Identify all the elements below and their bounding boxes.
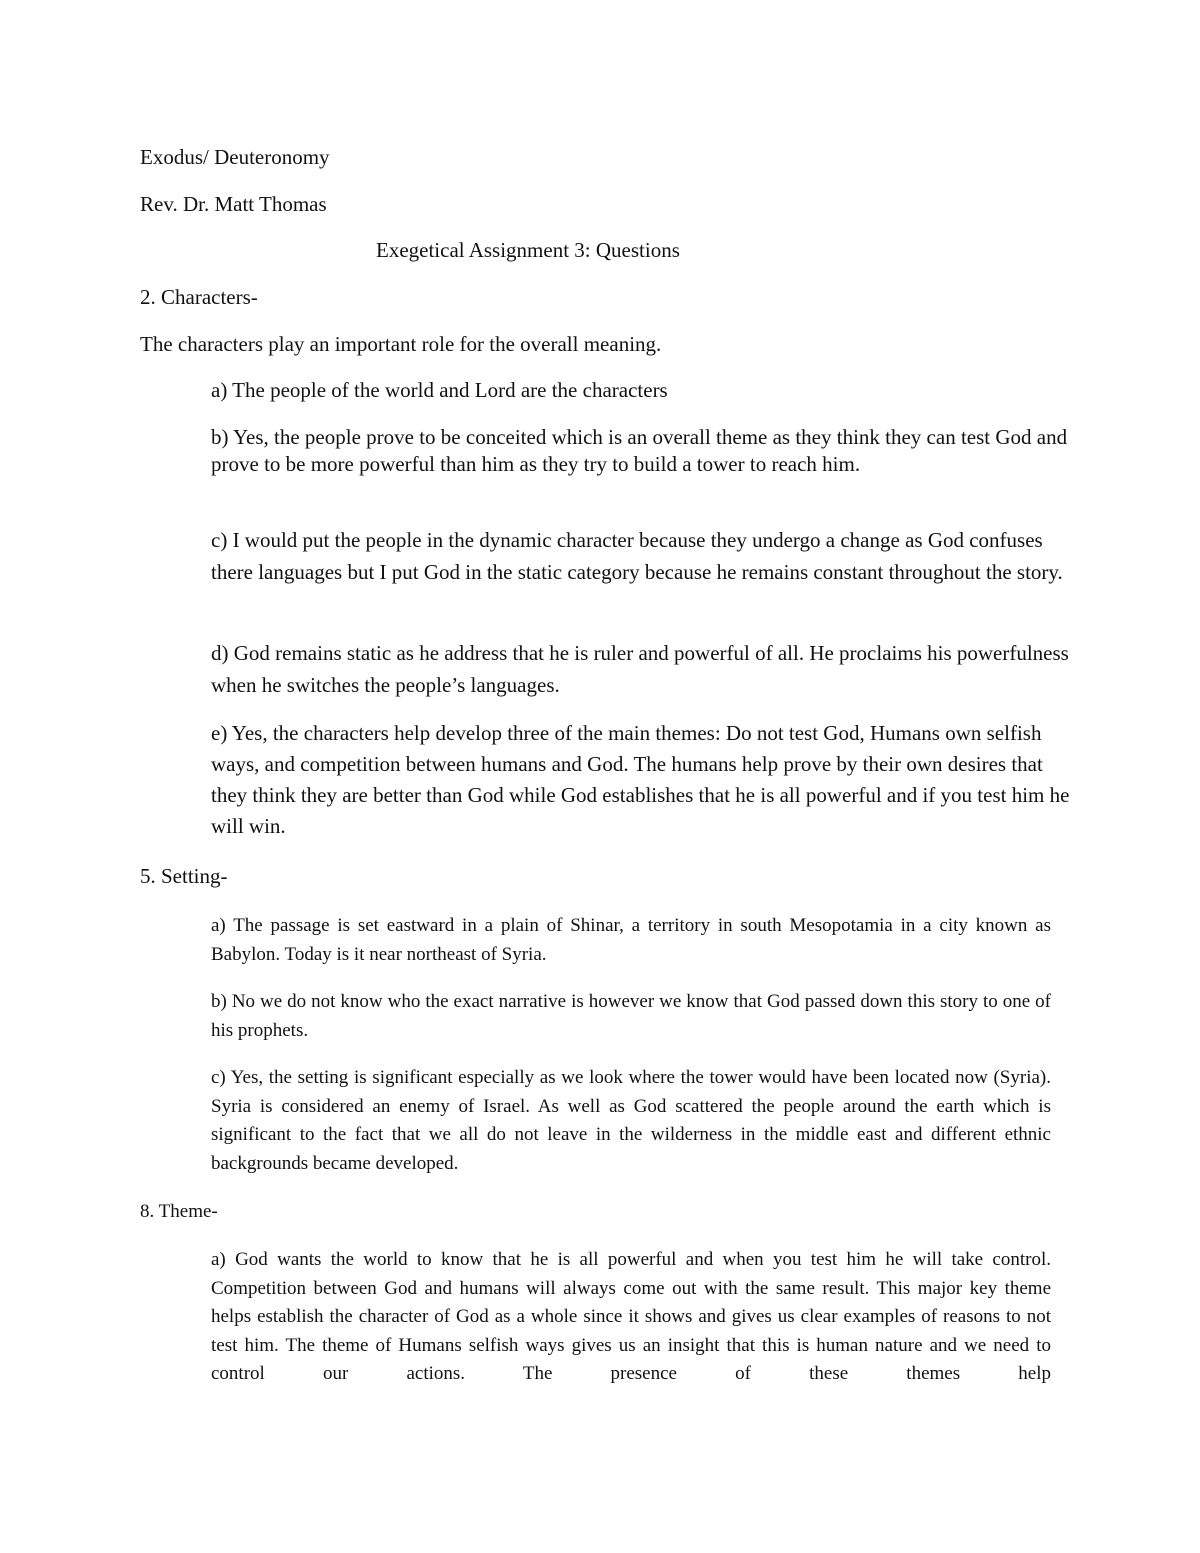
characters-intro: The characters play an important role for the overall meaning.: [140, 332, 662, 356]
section-heading-characters: 2. Characters-: [140, 285, 258, 309]
course-name: Exodus/ Deuteronomy: [140, 145, 330, 169]
assignment-title: Exegetical Assignment 3: Questions: [376, 238, 680, 262]
characters-answer-a: a) The people of the world and Lord are the characters: [211, 378, 668, 402]
setting-answer-c: c) Yes, the setting is significant especially as we look where the tower would have been located now (Syria). Syria is considered an enemy of Israel. As well as God scattered the people around the earth which is significant to the fact that we all do not leave in the wilderness in the middle east and different ethnic backgrounds became developed.: [211, 1067, 1051, 1174]
instructor-name: Rev. Dr. Matt Thomas: [140, 192, 327, 216]
section-heading-theme: 8. Theme-: [140, 1201, 218, 1222]
theme-answer-a: a) God wants the world to know that he is all powerful and when you test him he will take control. Competition between God and humans will always come out with the same result. This major key theme helps establish the character of God as a whole since it shows and gives us clear examples of reasons to not test him. The theme of Humans selfish ways gives us an insight that this is human nature and we need to control our actions. The presence of these themes help: [211, 1249, 1051, 1384]
setting-answer-a: a) The passage is set eastward in a plain of Shinar, a territory in south Mesopotamia in a city known as Babylon. Today is it near northeast of Syria.: [211, 915, 1051, 965]
characters-answer-c: c) I would put the people in the dynamic character because they undergo a change as God confuses there languages but I put God in the static category because he remains constant throughout the story.: [211, 528, 1063, 584]
setting-answer-b: b) No we do not know who the exact narrative is however we know that God passed down this story to one of his prophets.: [211, 991, 1051, 1041]
characters-answer-d: d) God remains static as he address that he is ruler and powerful of all. He proclaims his powerfulness when he switches the people’s languages.: [211, 641, 1069, 697]
characters-answer-e: e) Yes, the characters help develop three of the main themes: Do not test God, Humans own selfish ways, and competition between humans and God. The humans help prove by their own desires that they think they are better than God while God establishes that he is all powerful and if you test him he will win.: [211, 721, 1070, 838]
section-heading-setting: 5. Setting-: [140, 864, 228, 888]
characters-answer-b: b) Yes, the people prove to be conceited which is an overall theme as they think they can test God and prove to be more powerful than him as they try to build a tower to reach him.: [211, 425, 1068, 476]
